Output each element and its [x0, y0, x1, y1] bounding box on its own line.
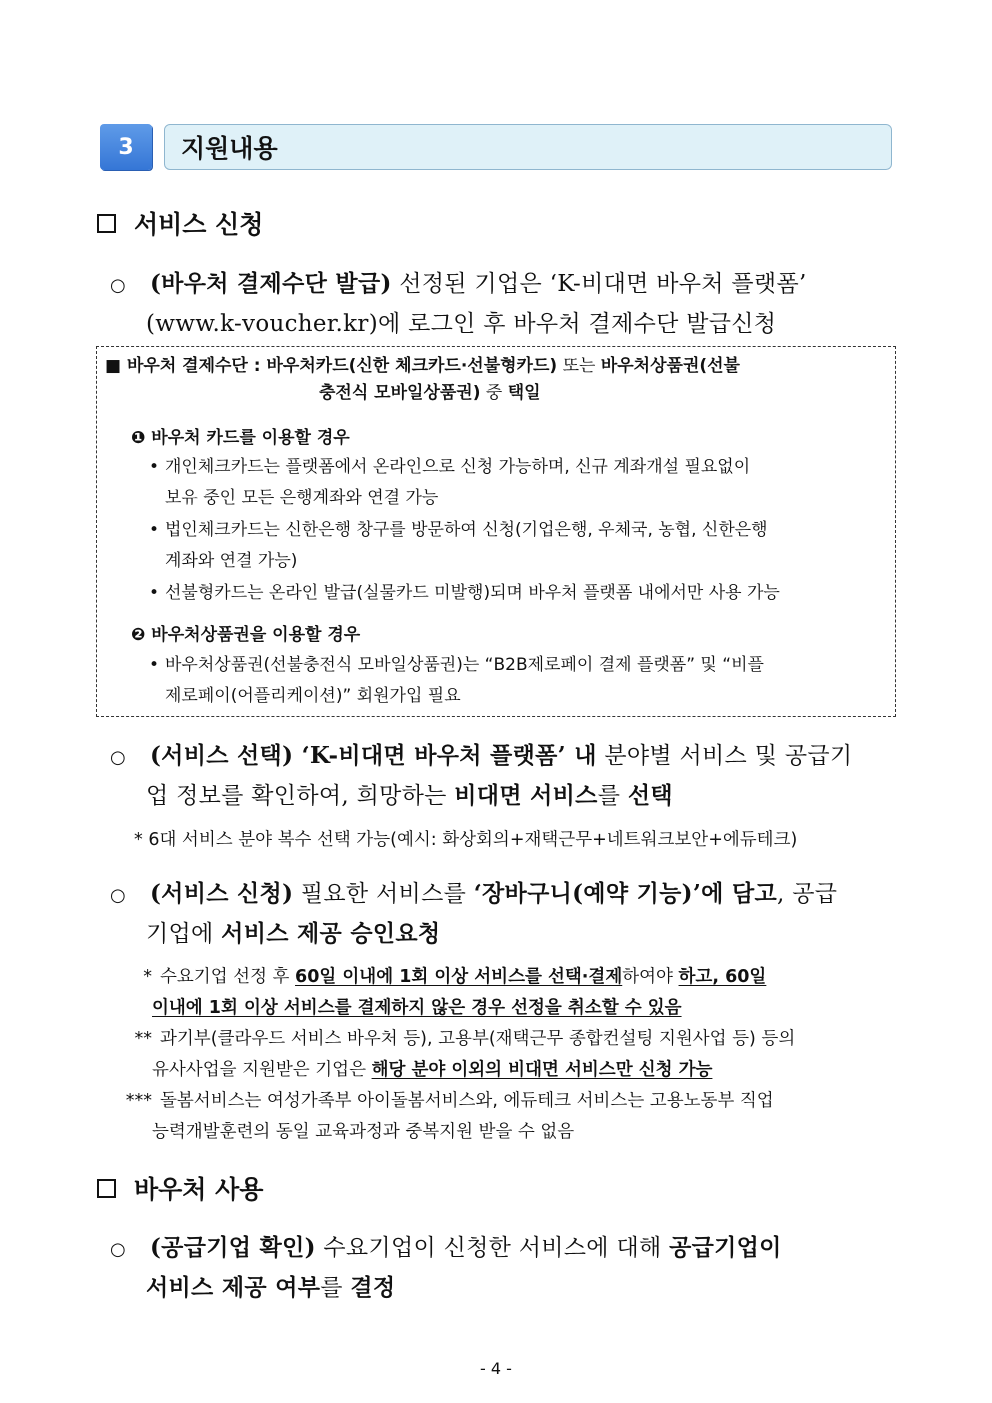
payment-method-box [96, 346, 896, 717]
checkbox-icon [97, 214, 116, 233]
checkbox-icon [97, 1179, 116, 1198]
paragraph-service-request: ○ (서비스 신청) 필요한 서비스를 ‘장바구니(예약 기능)’에 담고, 공급 기업에 서비스 제공 승인요청 [110, 875, 910, 953]
paragraph-voucher-payment [110, 265, 910, 343]
heading-text: 서비스 신청 [134, 210, 264, 239]
circle-bullet-icon: ○ [110, 1239, 127, 1260]
section-number-badge: 3 [100, 124, 152, 170]
box-summary-line2: 충전식 모바일상품권) 중 택일 [319, 383, 541, 403]
bullet-icon: • [148, 457, 160, 477]
paragraph-text: 선정된 기업은 ‘K-비대면 바우처 플랫폼’ [391, 271, 807, 297]
paragraph-supplier-confirm: ○ (공급기업 확인) 수요기업이 신청한 서비스에 대해 공급기업이 서비스 제공 여부를 결정 [110, 1229, 910, 1307]
list-item: • 법인체크카드는 신한은행 창구를 방문하여 신청(기업은행, 우체국, 농협, 신한은행 계좌와 연결 가능) [143, 517, 895, 575]
box-summary-line1: ■ 바우처 결제수단 : 바우처카드(신한 체크카드·선불형카드) 또는 바우처상품권(선불 [105, 356, 740, 376]
bullet-icon: • [148, 520, 160, 540]
paragraph-lead: (바우처 결제수단 발급) [150, 270, 392, 297]
note-item: *** 돌봄서비스는 여성가족부 아이돌봄서비스와, 에듀테크 서비스는 고용노동부 직업 능력개발훈련의 동일 교육과정과 중복지원 받을 수 없음 [125, 1091, 774, 1142]
list-item: • 바우처상품권(선불충전식 모바일상품권)는 “B2B제로페이 결제 플랫폼” 및 “비플 제로페이(어플리케이션)” 회원가입 필요 [143, 652, 895, 710]
heading-service-apply [97, 205, 263, 241]
notes-list [110, 962, 900, 1148]
voucher-heading: ❷ 바우처상품권을 이용할 경우 [131, 625, 361, 645]
service-select-note: * 6대 서비스 분야 복수 선택 가능(예시: 화상회의+재택근무+네트워크보안+에듀테크) [134, 830, 798, 850]
section-title: 지원내용 [164, 124, 892, 170]
paragraph-service-select: ○ (서비스 선택) ‘K-비대면 바우처 플랫폼’ 내 분야별 서비스 및 공급기 업 정보를 확인하여, 희망하는 비대면 서비스를 선택 [110, 737, 910, 815]
note-item: ** 과기부(클라우드 서비스 바우처 등), 고용부(재택근무 종합컨설팅 지원사업 등) 등의 유사사업을 지원받은 기업은 해당 분야 이외의 비대면 서비스만 신청 가능 [134, 1029, 796, 1080]
circle-bullet-icon: ○ [110, 275, 127, 296]
circle-bullet-icon: ○ [110, 747, 127, 768]
note-item: * 수요기업 선정 후 60일 이내에 1회 이상 서비스를 선택·결제하여야 하고, 60일 이내에 1회 이상 서비스를 결제하지 않은 경우 선정을 취소할 수 있음 [143, 967, 767, 1018]
circle-bullet-icon: ○ [110, 885, 127, 906]
voucher-list [143, 652, 895, 710]
bullet-icon: • [148, 583, 160, 603]
card-heading: ❶ 바우처 카드를 이용할 경우 [131, 428, 350, 448]
heading-text: 바우처 사용 [134, 1175, 264, 1204]
list-item: • 개인체크카드는 플랫폼에서 온라인으로 신청 가능하며, 신규 계좌개설 필요없이 보유 중인 모든 은행계좌와 연결 가능 [143, 454, 895, 512]
card-list [143, 454, 895, 607]
bullet-icon: • [148, 655, 160, 675]
page-number: - 4 - [480, 1359, 512, 1378]
heading-voucher-use [97, 1170, 263, 1206]
paragraph-text: (www.k-voucher.kr)에 로그인 후 바우처 결제수단 발급신청 [146, 311, 777, 337]
list-item: • 선불형카드는 온라인 발급(실물카드 미발행)되며 바우처 플랫폼 내에서만 사용 가능 [143, 580, 895, 607]
